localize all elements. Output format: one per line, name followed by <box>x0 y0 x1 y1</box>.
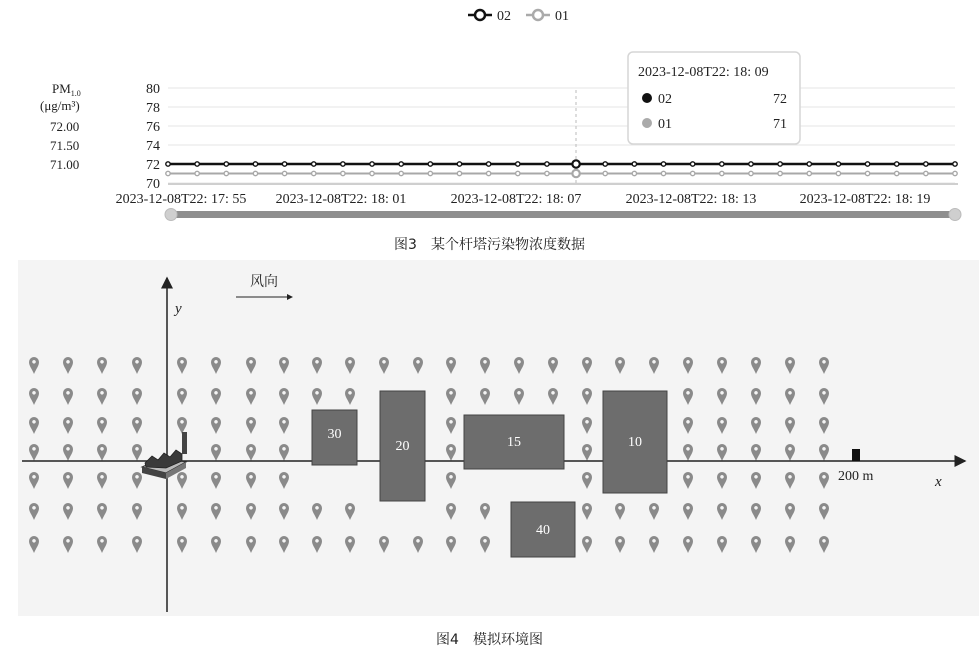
x-tick-label: 2023-12-08T22: 18: 13 <box>625 192 757 207</box>
figure-3-caption: 图3 某个杆塔污染物浓度数据 <box>394 237 585 253</box>
data-point[interactable] <box>895 162 899 166</box>
data-point[interactable] <box>428 162 432 166</box>
data-point[interactable] <box>545 162 549 166</box>
simulated-environment-map <box>0 260 979 622</box>
data-point[interactable] <box>572 170 579 177</box>
data-point[interactable] <box>572 160 579 167</box>
data-point[interactable] <box>253 162 257 166</box>
svg-text:71.50: 71.50 <box>50 138 80 153</box>
data-point[interactable] <box>632 162 636 166</box>
data-point[interactable] <box>924 162 928 166</box>
figure-4-caption: 图4 模拟环境图 <box>436 632 543 648</box>
data-point[interactable] <box>690 162 694 166</box>
data-point[interactable] <box>428 171 432 175</box>
data-point[interactable] <box>166 171 170 175</box>
scale-marker <box>852 449 860 461</box>
slider-right-handle[interactable] <box>949 209 961 221</box>
data-point[interactable] <box>836 162 840 166</box>
data-point[interactable] <box>807 171 811 175</box>
svg-text:PM1.0: $PM_{1.0}$ <box>52 81 81 98</box>
data-point[interactable] <box>953 171 957 175</box>
data-point[interactable] <box>516 171 520 175</box>
x-tick-label: 2023-12-08T22: 18: 19 <box>799 192 931 207</box>
svg-text:72.00: 72.00 <box>50 119 80 134</box>
y-axis-label: y <box>175 301 182 317</box>
x-tick-labels <box>116 192 931 207</box>
tooltip-series-01-name: 01 <box>658 117 672 132</box>
y-tick-label: 80 <box>146 82 160 97</box>
y-tick-label: 72 <box>146 158 160 173</box>
data-point[interactable] <box>924 171 928 175</box>
data-point[interactable] <box>312 162 316 166</box>
x-tick-label: 2023-12-08T22: 17: 55 <box>115 192 247 207</box>
svg-text:15: 15 <box>507 435 521 450</box>
data-point[interactable] <box>486 162 490 166</box>
legend-label-02: 02 <box>497 9 511 24</box>
data-point[interactable] <box>749 171 753 175</box>
data-point[interactable] <box>836 171 840 175</box>
chart-tooltip <box>628 52 800 144</box>
data-point[interactable] <box>282 162 286 166</box>
building-20 <box>380 391 425 501</box>
svg-text:(μg/m³): (μg/m³) <box>40 98 80 113</box>
tooltip-title: 2023-12-08T22: 18: 09 <box>638 65 769 80</box>
data-point[interactable] <box>516 162 520 166</box>
data-point[interactable] <box>895 171 899 175</box>
data-point[interactable] <box>370 171 374 175</box>
data-point[interactable] <box>545 171 549 175</box>
data-point[interactable] <box>195 162 199 166</box>
data-point[interactable] <box>720 162 724 166</box>
wind-direction-label: 风向 <box>250 275 278 290</box>
data-point[interactable] <box>603 171 607 175</box>
svg-text:20: 20 <box>395 439 410 454</box>
data-point[interactable] <box>341 171 345 175</box>
data-point[interactable] <box>312 171 316 175</box>
x-tick-label: 2023-12-08T22: 18: 07 <box>450 192 582 207</box>
data-point[interactable] <box>399 162 403 166</box>
data-point[interactable] <box>865 162 869 166</box>
data-point[interactable] <box>457 162 461 166</box>
svg-text:71.00: 71.00 <box>50 157 80 172</box>
data-point[interactable] <box>486 171 490 175</box>
data-point[interactable] <box>807 162 811 166</box>
data-point[interactable] <box>195 171 199 175</box>
y-tick-label: 76 <box>146 120 160 135</box>
data-point[interactable] <box>749 162 753 166</box>
data-point[interactable] <box>690 171 694 175</box>
x-axis-label: x <box>935 474 942 490</box>
tooltip-series-01-value: 71 <box>773 117 787 132</box>
data-point[interactable] <box>661 171 665 175</box>
svg-text:10: 10 <box>628 435 642 450</box>
y-tick-label: 78 <box>146 101 160 116</box>
building-10 <box>603 391 667 493</box>
svg-text:40: 40 <box>536 523 550 538</box>
pollutant-concentration-chart <box>0 0 979 228</box>
data-point[interactable] <box>370 162 374 166</box>
data-point[interactable] <box>632 171 636 175</box>
data-point[interactable] <box>603 162 607 166</box>
data-point[interactable] <box>282 171 286 175</box>
data-point[interactable] <box>865 171 869 175</box>
data-point[interactable] <box>341 162 345 166</box>
tooltip-series-02-name: 02 <box>658 92 672 107</box>
data-point[interactable] <box>778 162 782 166</box>
data-point[interactable] <box>778 171 782 175</box>
data-point[interactable] <box>253 171 257 175</box>
data-point[interactable] <box>720 171 724 175</box>
data-point[interactable] <box>661 162 665 166</box>
building-40 <box>511 502 575 557</box>
data-point[interactable] <box>224 171 228 175</box>
data-point[interactable] <box>399 171 403 175</box>
building-15 <box>464 415 564 469</box>
svg-text:30: 30 <box>327 427 342 442</box>
legend-label-01: 01 <box>555 9 569 24</box>
data-point[interactable] <box>166 162 170 166</box>
data-point[interactable] <box>457 171 461 175</box>
building-30 <box>312 410 357 465</box>
y-tick-label: 74 <box>146 139 160 154</box>
scale-label: 200 m <box>838 469 874 484</box>
x-tick-label: 2023-12-08T22: 18: 01 <box>275 192 407 207</box>
y-tick-label: 70 <box>146 177 160 192</box>
tooltip-series-02-value: 72 <box>773 92 787 107</box>
data-point[interactable] <box>953 162 957 166</box>
data-point[interactable] <box>224 162 228 166</box>
slider-left-handle[interactable] <box>165 209 177 221</box>
